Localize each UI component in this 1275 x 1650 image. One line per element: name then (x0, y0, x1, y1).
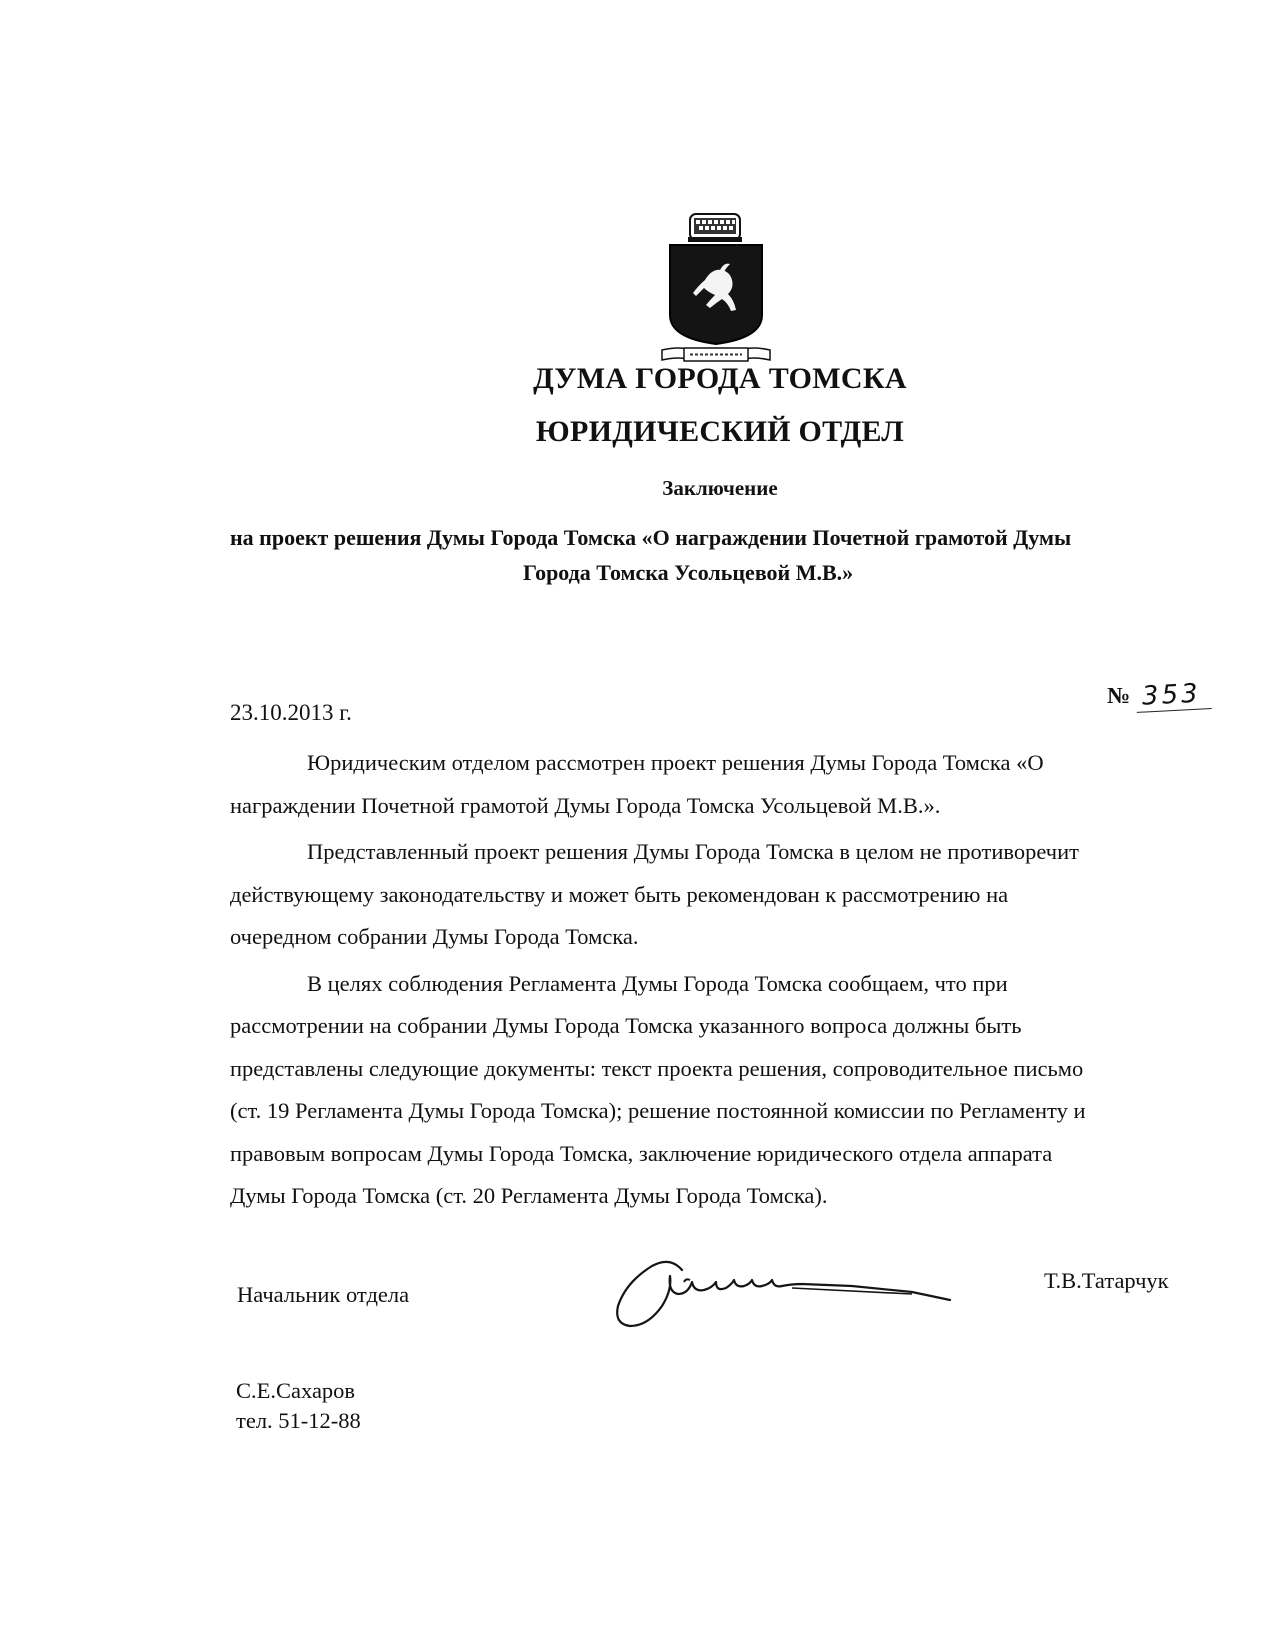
body-line: Представленный проект решения Думы Города Томска в целом не противоречит (307, 839, 1079, 864)
executor-block (236, 1376, 361, 1436)
coat-of-arms-icon (660, 210, 772, 370)
subject-line-1: на проект решения Думы Города Томска «О награждении Почетной грамотой Думы (230, 525, 1072, 550)
document-number (1107, 680, 1211, 711)
executor-phone: тел. 51-12-88 (236, 1408, 361, 1433)
document-body (230, 742, 1275, 1218)
body-line: В целях соблюдения Регламента Думы Города Томска сообщаем, что при (307, 970, 1008, 996)
body-line: Юридическим отделом рассмотрен проект решения Думы Города Томска «О (307, 750, 1044, 775)
department-name: ЮРИДИЧЕСКИЙ ОТДЕЛ (535, 415, 905, 448)
body-line: (ст. 19 Регламента Думы Города Томска); решение постоянной комиссии по Регламенту и (230, 1098, 1086, 1123)
body-line: очередном собрании Думы Города Томска. (230, 924, 639, 949)
number-label: № (1107, 683, 1131, 708)
ribbon-icon (662, 348, 770, 361)
handwritten-signature-icon (612, 1248, 957, 1333)
crown-icon (688, 214, 742, 242)
signer-position: Начальник отдела (237, 1282, 410, 1307)
document-date: 23.10.2013 г. (230, 700, 352, 725)
subject-line-2: Города Томска Усольцевой М.В.» (523, 560, 854, 585)
body-line: награждении Почетной грамотой Думы Города Томска Усольцевой М.В.». (230, 792, 941, 818)
organization-name: ДУМА ГОРОДА ТОМСКА (533, 362, 907, 395)
body-line: представлены следующие документы: текст проекта решения, сопроводительное письмо (230, 1055, 1084, 1081)
body-line: рассмотрении на собрании Думы Города Томска указанного вопроса должны быть (230, 1013, 1022, 1038)
document-subject (230, 520, 1275, 590)
document-type: Заключение (662, 476, 778, 500)
signer-name: Т.В.Татарчук (1044, 1268, 1169, 1293)
body-line: действующему законодательству и может быть рекомендован к рассмотрению на (230, 881, 1009, 907)
body-line: Думы Города Томска (ст. 20 Регламента Думы Города Томска). (230, 1183, 828, 1208)
number-value: 353 (1135, 678, 1211, 713)
executor-name: С.Е.Сахаров (236, 1378, 356, 1403)
body-line: правовым вопросам Думы Города Томска, заключение юридического отдела аппарата (230, 1140, 1053, 1166)
